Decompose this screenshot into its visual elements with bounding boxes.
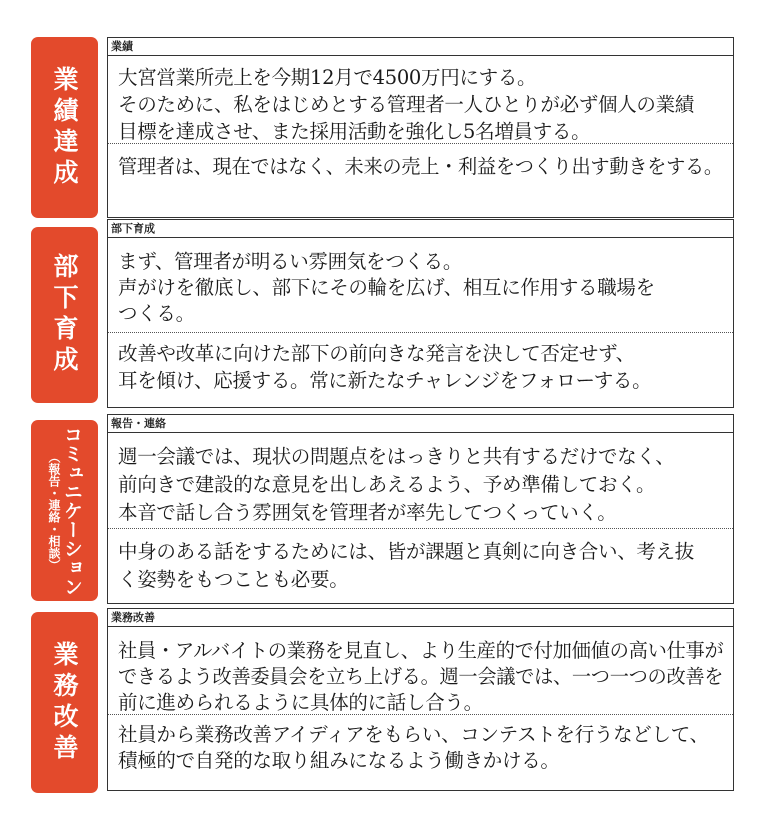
tab-staff-development [31, 227, 98, 403]
business-improvement-line-2: できるよう改善委員会を立ち上げる。週一会議では、一つ一つの改善を [118, 665, 724, 688]
staff-development-line-2: 声がけを徹底し、部下にその輪を広げ、相互に作用する職場を [118, 276, 655, 299]
communication-line-2: 前向きで建設的な意見を出しあえるよう、予め準備しておく。 [118, 473, 656, 496]
tab-communication [31, 420, 98, 601]
business-improvement-line-5: 積極的で自発的な取り組みになるよう働きかける。 [118, 749, 560, 772]
performance-box [107, 37, 734, 218]
business-improvement-divider [108, 714, 733, 715]
communication-line-3: 本音で話し合う雰囲気を管理者が率先してつくっていく。 [118, 501, 617, 524]
communication-box [107, 414, 734, 604]
business-improvement-box [107, 608, 734, 791]
performance-line-2: そのために、私をはじめとする管理者一人ひとりが必ず個人の業績 [118, 93, 695, 116]
staff-development-line-1: まず、管理者が明るい雰囲気をつくる。 [118, 250, 463, 273]
business-improvement-body [108, 627, 733, 789]
communication-body [108, 433, 733, 602]
tab-business-improvement-label: 業務改善 [50, 640, 79, 765]
business-improvement-header: 業務改善 [108, 609, 733, 627]
performance-line-3: 目標を達成させ、また採用活動を強化し5名増員する。 [118, 120, 591, 143]
tab-business-improvement [31, 612, 98, 793]
communication-line-5: く姿勢をもつことも必要。 [118, 568, 349, 591]
staff-development-line-4: 改善や改革に向けた部下の前向きな発言を決して否定せず、 [118, 342, 635, 365]
communication-line-1: 週一会議では、現状の問題点をはっきりと共有するだけでなく、 [118, 445, 675, 468]
staff-development-body [108, 238, 733, 406]
performance-divider [108, 143, 733, 144]
tab-communication-label: コミュニケーション [61, 425, 83, 596]
staff-development-line-3: つくる。 [118, 302, 195, 325]
staff-development-line-5: 耳を傾け、応援する。常に新たなチャレンジをフォローする。 [118, 369, 652, 392]
tab-staff-development-label: 部下育成 [50, 253, 79, 377]
staff-development-divider [108, 332, 733, 333]
tab-performance-label: 業績達成 [50, 65, 79, 190]
performance-line-1: 大宮営業所売上を今期12月で4500万円にする。 [118, 66, 537, 89]
performance-body [108, 56, 733, 216]
performance-header: 業績 [108, 38, 733, 56]
business-improvement-line-4: 社員から業務改善アイディアをもらい、コンテストを行うなどして、 [118, 723, 709, 746]
business-improvement-line-3: 前に進められるように具体的に話し合う。 [118, 691, 483, 714]
tab-performance [31, 37, 98, 218]
communication-line-4: 中身のある話をするためには、皆が課題と真剣に向き合い、考え抜 [118, 540, 695, 563]
communication-divider [108, 528, 733, 529]
tab-communication-sublabel: （報告・連絡・相談） [47, 450, 61, 571]
performance-line-4: 管理者は、現在ではなく、未来の売上・利益をつくり出す動きをする。 [118, 155, 723, 178]
staff-development-header: 部下育成 [108, 220, 733, 238]
business-improvement-line-1: 社員・アルバイトの業務を見直し、より生産的で付加価値の高い仕事が [118, 639, 724, 662]
staff-development-box [107, 219, 734, 408]
communication-header: 報告・連絡 [108, 415, 733, 433]
